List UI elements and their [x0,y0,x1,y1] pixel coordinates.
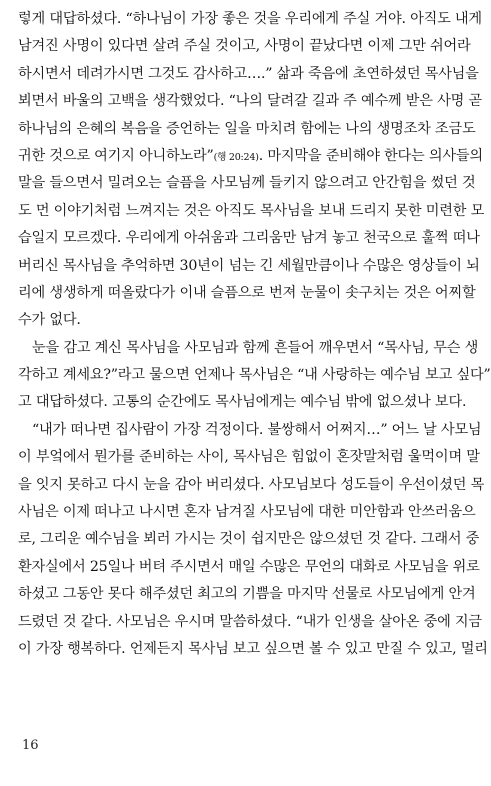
text-line: 을 잇지 못하고 다시 눈을 감아 버리셨다. 사모님보다 성도들이 우선이셨던 목 [18,476,485,493]
text-line [18,143,483,170]
text-line: 눈을 감고 계신 목사님을 사모님과 함께 흔들어 깨우면서 “목사님, 무슨 생 [32,339,479,356]
text-line: 버리신 목사님을 추억하면 30년이 넘는 긴 세월만큼이나 수많은 영상들이 뇌 [18,257,480,274]
text-line: 하나님의 은혜의 복음을 증언하는 일을 마치려 함에는 나의 생명조차 조금도 [18,120,476,137]
text-line: 드렸던 것 같다. 사모님은 우시며 말씀하셨다. “내가 인생을 살아온 중에 지금 [18,613,482,630]
text-line: 렇게 대답하셨다. “하나님이 가장 좋은 것을 우리에게 주실 거야. 아직도 내게 [18,11,482,27]
text-line: 환자실에서 25일나 버텨 주시면서 매일 수많은 무언의 대화로 사모님을 위로 [18,558,480,575]
text-line: 리에 생생하게 떠올랐다가 이내 슬픔으로 번져 눈물이 솟구치는 것은 어찌할 [18,284,476,301]
text-line: 뵈면서 바울의 고백을 생각했었다. “나의 달려갈 길과 주 예수께 받은 사명 곧 [18,93,482,110]
text-line: “내가 떠나면 집사람이 가장 걱정이다. 불쌍해서 어쩌지…” 어느 날 사모님 [32,421,482,438]
text-line: 각하고 계세요?”라고 물으면 언제나 목사님은 “내 사랑하는 예수님 보고 싶다” [18,367,491,384]
text-line: 도 먼 이야기처럼 느껴지는 것은 아직도 목사님을 보내 드리지 못한 미련한 모 [18,202,485,219]
scripture-reference: (행 20:24) [213,151,259,163]
text-line: 하시면서 데려가시면 그것도 감사하고….” 삶과 죽음에 초연하셨던 목사님을 [18,65,479,82]
text-line: 사님은 이제 떠나고 나시면 혼자 남겨질 사모님에 대한 미안함과 안쓰러움으 [18,504,476,521]
text-line: 습일지 모르겠다. 우리에게 아쉬움과 그리움만 남겨 놓고 천국으로 훌쩍 떠나 [18,230,480,247]
quote-text: 귀한 것으로 여기지 아니하노라” [18,147,214,164]
page-number: 16 [22,738,39,753]
text-line: 하셨고 그동안 못다 해주셨던 최고의 기쁨을 마지막 선물로 사모님에게 안겨 [18,586,476,603]
text-continuation: . 마지막을 준비해야 한다는 의사들의 [258,147,483,164]
body-text [18,6,491,663]
text-line: 로, 그리운 예수님을 뵈러 가시는 것이 쉽지만은 않으셨던 것 같다. 그래서 중 [18,531,480,548]
text-line: 이 가장 행복하다. 언제든지 목사님 보고 싶으면 볼 수 있고 만질 수 있고, 멀리 [18,640,488,657]
text-line: 이 부엌에서 뭔가를 준비하는 사이, 목사님은 힘없이 혼잣말처럼 울먹이며 말 [18,449,480,466]
text-line: 남겨진 사명이 있다면 살려 주실 것이고, 사명이 끝났다면 이제 그만 쉬어라 [18,38,471,55]
text-line: 수가 없다. [18,312,81,329]
text-line: 말을 들으면서 밀려오는 슬픔을 사모님께 들키지 않으려고 안간힘을 썼던 것 [18,175,476,192]
text-line: 고 대답하셨다. 고통의 순간에도 목사님에게는 예수님 밖에 없으셨나 보다. [18,394,467,411]
